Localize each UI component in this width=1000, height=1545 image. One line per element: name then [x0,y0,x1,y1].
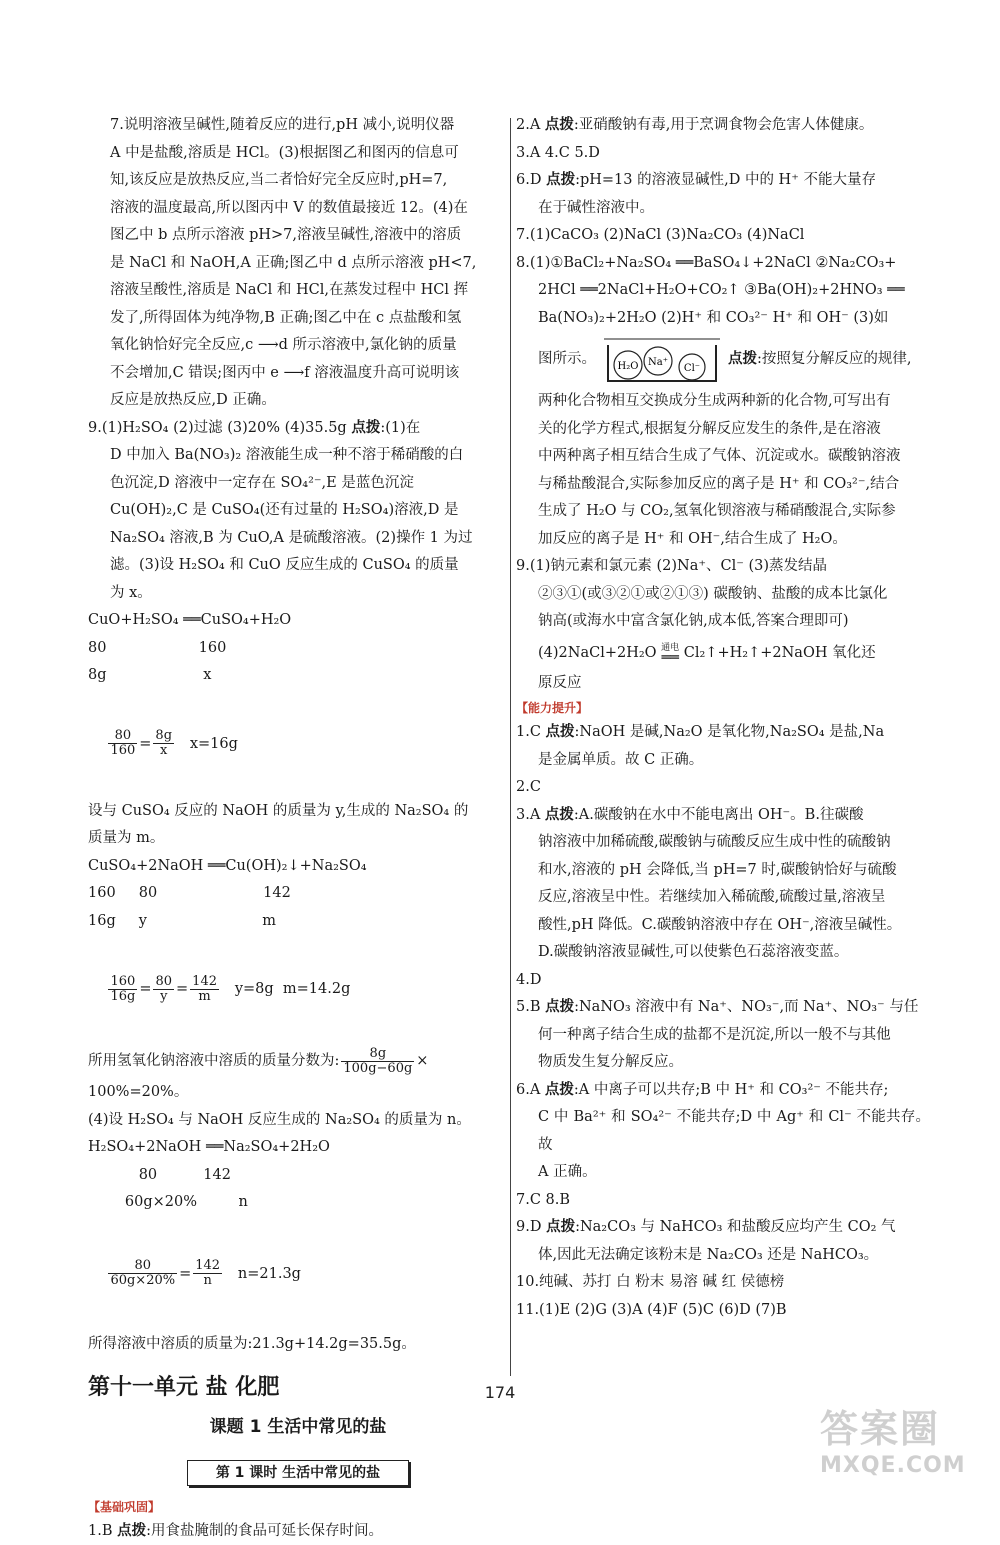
text-line: 关的化学方程式,根据复分解反应发生的条件,是在溶液 [538,416,930,444]
text-line: 发了,所得固体为纯净物,B 正确;图乙中在 c 点盐酸和氢 [88,305,508,333]
ability-answer-6-body [516,1104,930,1187]
equation-cuso4-masses: 160 80 142 [88,880,508,908]
setup-2 [88,798,508,853]
text-line: Cu(OH)₂,C 是 CuSO₄(还有过量的 H₂SO₄)溶液,D 是 [110,497,508,525]
text-line: 钠高(或海水中富含氯化钠,成本低,答案合理即可) [516,608,930,636]
ability-answer-3-body [516,829,930,967]
hint-label: 点拨 [546,724,575,740]
beaker-figure-row: 图所示。 H₂O Na⁺ Cl⁻ 点拨 :按照复分解反应的规律, [516,332,930,388]
page-number: 174 [0,1383,1000,1402]
ability-answer-5: 5.B 点拨:NaNO₃ 溶液中有 Na⁺、NO₃⁻,而 Na⁺、NO₃⁻ 与任 [516,994,930,1022]
hint-label: 点拨 [545,807,574,823]
text-line: 和水,溶液的 pH 会降低,当 pH=7 时,碳酸钠恰好与硫酸 [538,857,930,885]
text-line: 是 NaCl 和 NaOH,A 正确;图乙中 d 点所示溶液 pH<7, [88,250,508,278]
text-line: 7.说明溶液呈碱性,随着反应的进行,pH 减小,说明仪器 [88,112,508,140]
text-line: 物质发生复分解反应。 [538,1049,930,1077]
lesson-title: 课题 1 生活中常见的盐 [88,1414,508,1442]
text-line: 溶液呈酸性,溶质是 NaCl 和 HCl,在蒸发过程中 HCl 挥 [88,277,508,305]
text-line: A 正确。 [538,1159,930,1187]
text-line: C 中 Ba²⁺ 和 SO₄²⁻ 不能共存;D 中 Ag⁺ 和 Cl⁻ 不能共存。故 [538,1104,930,1159]
answer-9: 9.(1)H₂SO₄ (2)过滤 (3)20% (4)35.5g 点拨:(1)在 [88,415,508,443]
ability-answer-4: 4.D [516,967,930,995]
ion-label-water: H₂O [618,361,639,372]
text-line: A 中是盐酸,溶质是 HCl。(3)根据图乙和图丙的信息可 [88,140,508,168]
ability-answer-2: 2.C [516,774,930,802]
text-line: ②③①(或③②①或②①③) 碳酸钠、盐酸的成本比氯化 [516,581,930,609]
proportion-2: $\frac{160}{16g}$ = $\frac{80}{y}$ = $\frac{142}{m}$ y=8g m=14.2g [88,935,508,1043]
text-line: 滤。(3)设 H₂SO₄ 和 CuO 反应生成的 CuSO₄ 的质量 [110,552,508,580]
text-line: 反应,溶液呈中性。若继续加入稀硫酸,硫酸过量,溶液呈 [538,884,930,912]
ion-label-chloride: Cl⁻ [684,363,700,374]
answer-9-body [88,442,508,607]
equation-cuo: CuO+H₂SO₄ ══CuSO₄+H₂O [88,607,508,635]
final-result: 所得溶液中溶质的质量为:21.3g+14.2g=35.5g。 [88,1331,508,1359]
ability-answer-1: 1.C 点拨:NaOH 是碱,Na₂O 是氧化物,Na₂SO₄ 是盐,Na [516,719,930,747]
proportion-1: $\frac{80}{160}$ = $\frac{8g}{x}$ x=16g [88,690,508,798]
equation-h2so4-masses: 80 142 [88,1162,508,1190]
ability-answer-9: 9.D 点拨:Na₂CO₃ 与 NaHCO₃ 和盐酸反应均产生 CO₂ 气 [516,1214,930,1242]
text-line: 不会增加,C 错误;图丙中 e ⟶f 溶液温度升高可说明该 [88,360,508,388]
text-line: 酸性,pH 降低。C.碳酸钠溶液中存在 OH⁻,溶液呈碱性。 [538,912,930,940]
text-line: 9.(1)钠元素和氯元素 (2)Na⁺、Cl⁻ (3)蒸发结晶 [516,553,930,581]
text-line: D.碳酸钠溶液显碱性,可以使紫色石蕊溶液变蓝。 [538,939,930,967]
basic-answer-3-5: 3.A 4.C 5.D [516,140,930,168]
text-line: 溶液的温度最高,所以图丙中 V 的数值最接近 12。(4)在 [88,195,508,223]
ability-answer-5-body [516,1022,930,1077]
left-column [88,112,508,1545]
equation-cuso4: CuSO₄+2NaOH ══Cu(OH)₂↓+Na₂SO₄ [88,853,508,881]
equation-cuso4-values: 16g y m [88,908,508,936]
basic-answer-7: 7.(1)CaCO₃ (2)NaCl (3)Na₂CO₃ (4)NaCl [516,222,930,250]
equation-h2so4: H₂SO₄+2NaOH ══Na₂SO₄+2H₂O [88,1134,508,1162]
basic-answer-2: 2.A 点拨:亚硝酸钠有毒,用于烹调食物会危害人体健康。 [516,112,930,140]
hint-label: 点拨 [546,1219,575,1235]
answer-9-4-setup: (4)设 H₂SO₄ 与 NaOH 反应生成的 Na₂SO₄ 的质量为 n。 [88,1107,508,1135]
hint-label: 点拨 [351,420,380,436]
text-line: 中两种离子相互结合生成了气体、沉淀或水。碳酸钠溶液 [538,443,930,471]
basic-answer-9-4-cont: 原反应 [516,670,930,698]
ion-label-sodium: Na⁺ [648,357,668,368]
beaker-diagram [602,335,722,385]
basic-answer-8-hint [516,388,930,553]
text-line: Ba(NO₃)₂+2H₂O (2)H⁺ 和 CO₃²⁻ H⁺ 和 OH⁻ (3)如 [516,305,930,333]
equation-h2so4-values: 60g×20% n [88,1189,508,1217]
ability-answer-3: 3.A 点拨:A.碳酸钠在水中不能电离出 OH⁻。B.往碳酸 [516,802,930,830]
equation-cuo-values: 8g x [88,662,508,690]
answer-9-head: 9.(1)H₂SO₄ (2)过滤 (3)20% (4)35.5g [88,420,351,436]
text-line: Na₂SO₄ 溶液,B 为 CuO,A 是硫酸溶液。(2)操作 1 为过 [110,525,508,553]
reaction-condition: 通电 ══ [661,643,679,663]
text-line: 质量为 m。 [88,825,508,853]
text-line: D 中加入 Ba(NO₃)₂ 溶液能生成一种不溶于稀硝酸的白 [110,442,508,470]
basic-answer-6-cont: 在于碱性溶液中。 [516,195,930,223]
hint-label: 点拨 [117,1523,146,1539]
basic-answer-8 [516,250,930,333]
text-line: 何一种离子结合生成的盐都不是沉淀,所以一般不与其他 [538,1022,930,1050]
text-line: 知,该反应是放热反应,当二者恰好完全反应时,pH=7, [88,167,508,195]
hint-label: 点拨 [545,999,574,1015]
text-line: 8.(1)①BaCl₂+Na₂SO₄ ══BaSO₄↓+2NaCl ②Na₂CO₃+ [516,250,930,278]
text-line: 钠溶液中加稀硫酸,碳酸钠与硫酸反应生成中性的硫酸钠 [538,829,930,857]
text-line: 加反应的离子是 H⁺ 和 OH⁻,结合生成了 H₂O。 [538,526,930,554]
equation-cuo-masses: 80 160 [88,635,508,663]
period-title: 第 1 课时 生活中常见的盐 [187,1460,409,1486]
ability-answer-11: 11.(1)E (2)G (3)A (4)F (5)C (6)D (7)B [516,1297,930,1325]
basic-answer-6: 6.D 点拨:pH=13 的溶液显碱性,D 中的 H⁺ 不能大量存 [516,167,930,195]
text-line: 氧化钠恰好完全反应,c ⟶d 所示溶液中,氯化钠的质量 [88,332,508,360]
text-line: 两种化合物相互交换成分生成两种新的化合物,可写出有 [538,388,930,416]
ability-answer-10: 10.纯碱、苏打 白 粉末 易溶 碱 红 侯德榜 [516,1269,930,1297]
hint-label: 点拨 [545,1082,574,1098]
unit-title: 第十一单元 盐 化肥 [88,1372,508,1404]
column-divider [510,118,511,1376]
hint-label: 点拨 [546,172,575,188]
text-line: 反应是放热反应,D 正确。 [88,387,508,415]
ability-answer-7-8: 7.C 8.B [516,1187,930,1215]
percent-result: 100%=20%。 [88,1079,508,1107]
hint-label: 点拨 [728,346,757,374]
right-column: 2.A 点拨:亚硝酸钠有毒,用于烹调食物会危害人体健康。 3.A 4.C 5.D 6.D 点拨:pH=13 的溶液显碱性,D 中的 H⁺ 不能大量存 在于碱性溶液中。 7.(1)CaCO₃ (2)NaCl (3)Na₂CO₃ (4)NaCl 8.(1)①BaCl₂+Na₂SO₄ ══BaSO₄↓+2NaCl ②Na₂CO₃+ 2HCl ══2NaCl+H₂O+CO₂↑ ③Ba(OH)₂+2HNO₃ ══ Ba(NO₃)₂+2H₂O (2)H⁺ 和 CO₃²⁻ H⁺ 和 OH⁻ (3)如 图所示。 H₂O Na⁺ Cl⁻ 点拨 :按照复分解反应的规律, 两种化合物相互交换成分生成两种新的化合物,可写出有 关的化学方程式,根据复分解反应发生的条件,是在溶液 中两种离子相互结合生成了气体、沉淀或水。碳酸钠溶液 与稀盐酸混合,实际参加反应的离子是 H⁺ 和 CO₃²⁻,结合 生成了 H₂O 与 CO₂,氢氧化钡溶液与稀硝酸混合,实际参 加反应的离子是 H⁺ 和 OH⁻,结合生成了 H₂O。 9.(1)钠元素和氯元素 (2)Na⁺、Cl⁻ (3)蒸发结晶 ②③①(或③②①或②①③) 碳酸钠、盐酸的成本比氯化 钠高(或海水中富含氯化钠,成本低,答案合理即可) (4)2NaCl+2H₂O 通电 ══ Cl₂↑+H₂↑+2NaOH 氧化还 原反应 【能力提升】 1.C 点拨:NaOH 是碱,Na₂O 是氧化物,Na₂SO₄ 是盐,Na 是金属单质。故 C 正确。 2.C 3.A 点拨:A.碳酸钠在水中不能电离出 OH⁻。B.往碳酸 钠溶液中加稀硫酸,碳酸钠与硫酸反应生成中性的硫酸钠 和水,溶液的 pH 会降低,当 pH=7 时,碳酸钠恰好与硫酸 反应,溶液呈中性。若继续加入稀硫酸,硫酸过量,溶液呈 酸性,pH 降低。C.碳酸钠溶液中存在 OH⁻,溶液呈碱性。 D.碳酸钠溶液显碱性,可以使紫色石蕊溶液变蓝。 4.D 5.B 点拨:NaNO₃ 溶液中有 Na⁺、NO₃⁻,而 Na⁺、NO₃⁻ 与任 何一种离子结合生成的盐都不是沉淀,所以一般不与其他 物质发生复分解反应。 6.A 点拨:A 中离子可以共存;B 中 H⁺ 和 CO₃²⁻ 不能共存; C 中 Ba²⁺ 和 SO₄²⁻ 不能共存;D 中 Ag⁺ 和 Cl⁻ 不能共存。故 A 正确。 7.C 8.B 9.D 点拨:Na₂CO₃ 与 NaHCO₃ 和盐酸反应均产生 CO₂ 气 体,因此无法确定该粉末是 Na₂CO₃ 还是 NaHCO₃。 10.纯碱、苏打 白 粉末 易溶 碱 红 侯德榜 11.(1)E (2)G (3)A (4)F (5)C (6)D (7)B [516,112,930,1324]
basic-answer-9-4: (4)2NaCl+2H₂O 通电 ══ Cl₂↑+H₂↑+2NaOH 氧化还 [516,636,930,670]
proportion-3: $\frac{80}{60g\times 20\%}$ = $\frac{142}{n}$ n=21.3g [88,1217,508,1331]
text-line: 2HCl ══2NaCl+H₂O+CO₂↑ ③Ba(OH)₂+2HNO₃ ══ [516,277,930,305]
section-ability: 【能力提升】 [516,697,930,719]
text-line: 与稀盐酸混合,实际参加反应的离子是 H⁺ 和 CO₃²⁻,结合 [538,471,930,499]
answer-7-continuation [88,112,508,415]
text-line: 设与 CuSO₄ 反应的 NaOH 的质量为 y,生成的 Na₂SO₄ 的 [88,798,508,826]
basic-answer-1: 1.B 点拨:用食盐腌制的食品可延长保存时间。 [88,1518,508,1545]
section-basic: 【基础巩固】 [88,1496,508,1518]
percent-line: 所用氢氧化钠溶液中溶质的质量分数为: $\frac{8g}{100g-60g}$ × [88,1043,508,1079]
text-line: 为 x。 [110,580,508,608]
ability-answer-6: 6.A 点拨:A 中离子可以共存;B 中 H⁺ 和 CO₃²⁻ 不能共存; [516,1077,930,1105]
text-line: 生成了 H₂O 与 CO₂,氢氧化钡溶液与稀硝酸混合,实际参 [538,498,930,526]
basic-answer-9 [516,553,930,636]
hint-label: 点拨 [545,117,574,133]
text-line: 图乙中 b 点所示溶液 pH>7,溶液呈碱性,溶液中的溶质 [88,222,508,250]
text-line: 色沉淀,D 溶液中一定存在 SO₄²⁻,E 是蓝色沉淀 [110,470,508,498]
watermark-logo: 答案圈 MXQE.COM [820,1398,990,1476]
